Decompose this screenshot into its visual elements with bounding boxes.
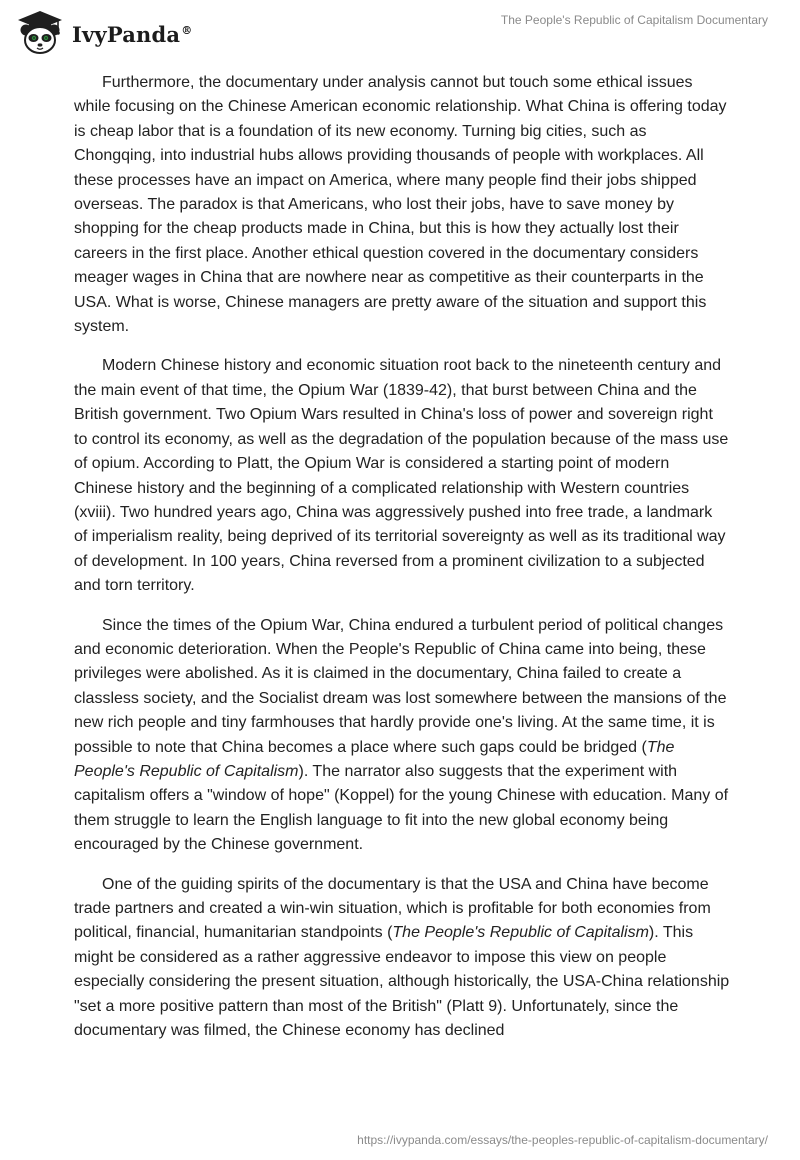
paragraph-trade-partners: One of the guiding spirits of the documentary is that the USA and China have become trade partners and created a win-win situation, which is profitable for both economies from political, financial, humanitarian standpoints (The People's Republic of Capitalism). This might be considered as a rather aggressive endeavor to impose this view on people especially considering the present situation, although historically, the USA-China relationship "set a more positive pattern than most of the British" (Platt 9). Unfortunately, since the documentary was filmed, the Chinese economy has declined	[74, 875, 730, 1040]
documentary-title-citation: The People's Republic of Capitalism	[392, 924, 649, 942]
essay-body	[74, 71, 730, 1058]
documentary-title-citation: The People's Republic of Capitalism	[74, 738, 675, 780]
paragraph-opium-war: Modern Chinese history and economic situation root back to the nineteenth century and the main event of that time, the Opium War (1839-42), that burst between China and the British government. Two Opium Wars resulted in China's loss of power and sovereign right to control its economy, as well as the degradation of the population because of the mass use of opium. According to Platt, the Opium War is considered a starting point of modern Chinese history and the beginning of a complicated relationship with Western countries (xviii). Two hundred years ago, China was aggressively pushed into free trade, a landmark of imperialism reality, being deprived of its territorial sovereignty as well as its traditional way of development. In 100 years, China reversed from a prominent civilization to a subjected and torn territory.	[74, 357, 729, 595]
brand-logo[interactable]	[14, 8, 192, 56]
document-title: The People's Republic of Capitalism Documentary	[500, 13, 768, 27]
paragraph-ethical-issues: Furthermore, the documentary under analysis cannot but touch some ethical issues while focusing on the Chinese American economic relationship. What China is offering today is cheap labor that is a foundation of its new economy. Turning big cities, such as Chongqing, into industrial hubs allows providing thousands of people with workplaces. All these processes have an impact on America, where many people find their jobs shipped overseas. The paradox is that Americans, who lost their jobs, have to save money by shopping for the cheap products made in China, but this is how they actually lost their careers in the first place. Another ethical question covered in the documentary considers meager wages in China that are nowhere near as competitive as their counterparts in the USA. What is worse, Chinese managers are pretty aware of the situation and support this system.	[74, 74, 727, 336]
registered-mark: ®	[181, 23, 193, 37]
page-header	[0, 0, 800, 60]
brand-name: IvyPanda®	[72, 21, 193, 47]
source-url: https://ivypanda.com/essays/the-peoples-republic-of-capitalism-documentary/	[357, 1133, 768, 1147]
panda-graduate-icon	[14, 8, 66, 56]
paragraph-political-changes: Since the times of the Opium War, China endured a turbulent period of political changes and economic deterioration. When the People's Republic of China came into being, these privileges were abolished. As it is claimed in the documentary, China failed to create a classless society, and the Socialist dream was lost somewhere between the mansions of the new rich people and tiny farmhouses that hardly provide one's living. At the same time, it is possible to note that China becomes a place where such gaps could be bridged (The People's Republic of Capitalism). The narrator also suggests that the experiment with capitalism offers a "window of hope" (Koppel) for the young Chinese with education. Many of them struggle to learn the English language to fit into the new global economy being encouraged by the Chinese government.	[74, 616, 729, 854]
